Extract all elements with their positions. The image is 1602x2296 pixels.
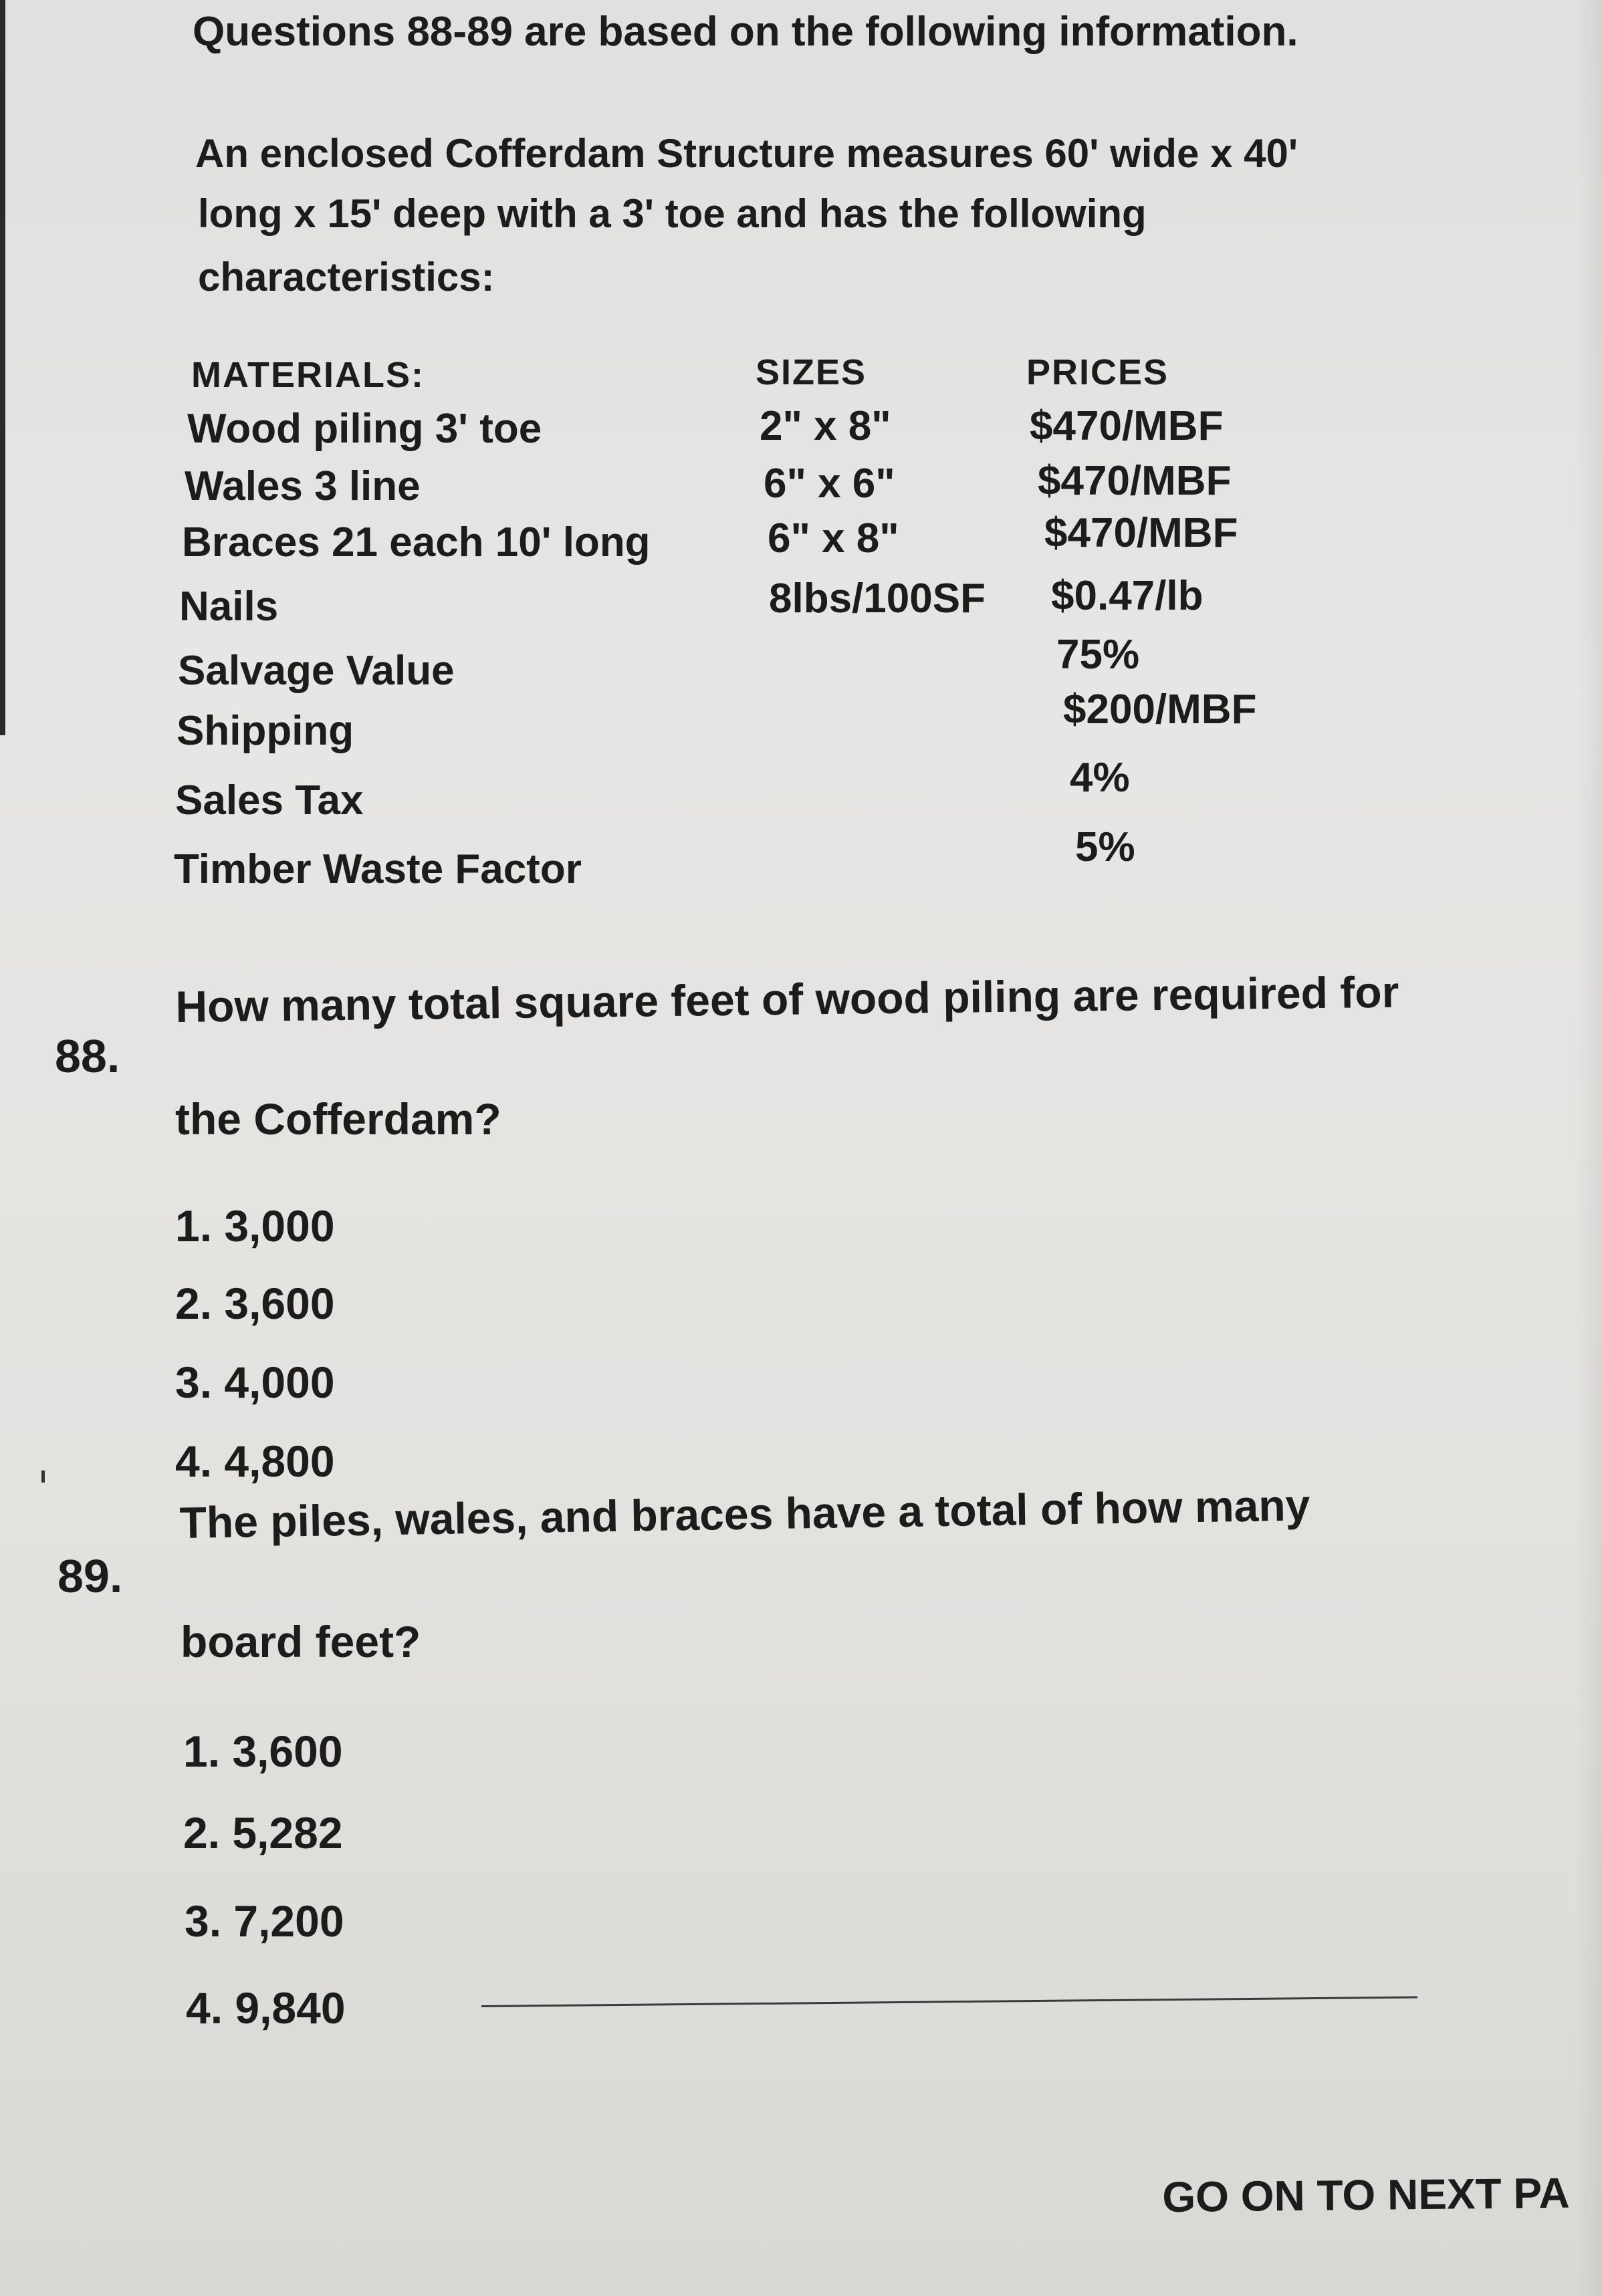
material-wood-piling: Wood piling 3' toe — [187, 406, 542, 452]
size-wales: 6" x 6" — [764, 461, 895, 507]
price-wood-piling: $470/MBF — [1030, 403, 1224, 449]
description-line-1: An enclosed Cofferdam Structure measures 60' wide x 40' — [195, 131, 1298, 176]
material-wales: Wales 3 line — [185, 463, 421, 509]
question-88-option-1[interactable]: 1. 3,000 — [175, 1201, 335, 1251]
material-braces: Braces 21 each 10' long — [182, 519, 651, 565]
question-88-option-4[interactable]: 4. 4,800 — [175, 1436, 335, 1486]
question-89-text-line-2: board feet? — [181, 1617, 421, 1666]
material-shipping: Shipping — [177, 708, 354, 754]
price-braces: $470/MBF — [1044, 510, 1238, 556]
question-89-option-4[interactable]: 4. 9,840 — [186, 1983, 346, 2033]
question-89-text-line-1: The piles, wales, and braces have a total of how many — [179, 1480, 1310, 1547]
price-shipping: $200/MBF — [1063, 686, 1257, 733]
description-line-2: long x 15' deep with a 3' toe and has the following — [198, 191, 1147, 236]
material-timber-waste-factor: Timber Waste Factor — [174, 846, 582, 892]
question-89-number: 89. — [58, 1550, 123, 1602]
question-88-text-line-1: How many total square feet of wood piling are required for — [175, 967, 1399, 1031]
question-88-option-3[interactable]: 3. 4,000 — [175, 1358, 335, 1407]
price-wales: $470/MBF — [1038, 458, 1232, 504]
material-nails: Nails — [179, 584, 279, 630]
table-header-prices: PRICES — [1026, 352, 1169, 392]
question-89-option-2[interactable]: 2. 5,282 — [183, 1808, 343, 1858]
intro-heading: Questions 88-89 are based on the following information. — [193, 9, 1298, 55]
question-89-option-3[interactable]: 3. 7,200 — [185, 1896, 344, 1946]
size-braces: 6" x 8" — [768, 515, 899, 561]
question-88-text-line-2: the Cofferdam? — [175, 1094, 501, 1144]
price-sales-tax: 4% — [1070, 755, 1130, 801]
table-header-materials: MATERIALS: — [191, 355, 425, 395]
question-88-option-2[interactable]: 2. 3,600 — [175, 1279, 335, 1328]
price-timber-waste-factor: 5% — [1075, 824, 1135, 870]
price-salvage-value: 75% — [1056, 632, 1140, 678]
description-line-3: characteristics: — [198, 255, 495, 299]
margin-rule — [0, 0, 5, 735]
material-sales-tax: Sales Tax — [175, 777, 364, 823]
table-header-sizes: SIZES — [756, 352, 867, 392]
page-shadow — [1575, 0, 1602, 2296]
price-nails: $0.47/lb — [1051, 573, 1204, 619]
go-on-footer: GO ON TO NEXT PA — [1162, 2168, 1570, 2221]
size-wood-piling: 2" x 8" — [760, 403, 891, 449]
question-89-option-1[interactable]: 1. 3,600 — [183, 1727, 343, 1776]
answer-line — [481, 1997, 1417, 2007]
size-nails: 8lbs/100SF — [769, 576, 986, 622]
material-salvage-value: Salvage Value — [178, 648, 455, 694]
question-88-number: 88. — [55, 1030, 120, 1082]
margin-mark — [41, 1471, 45, 1483]
